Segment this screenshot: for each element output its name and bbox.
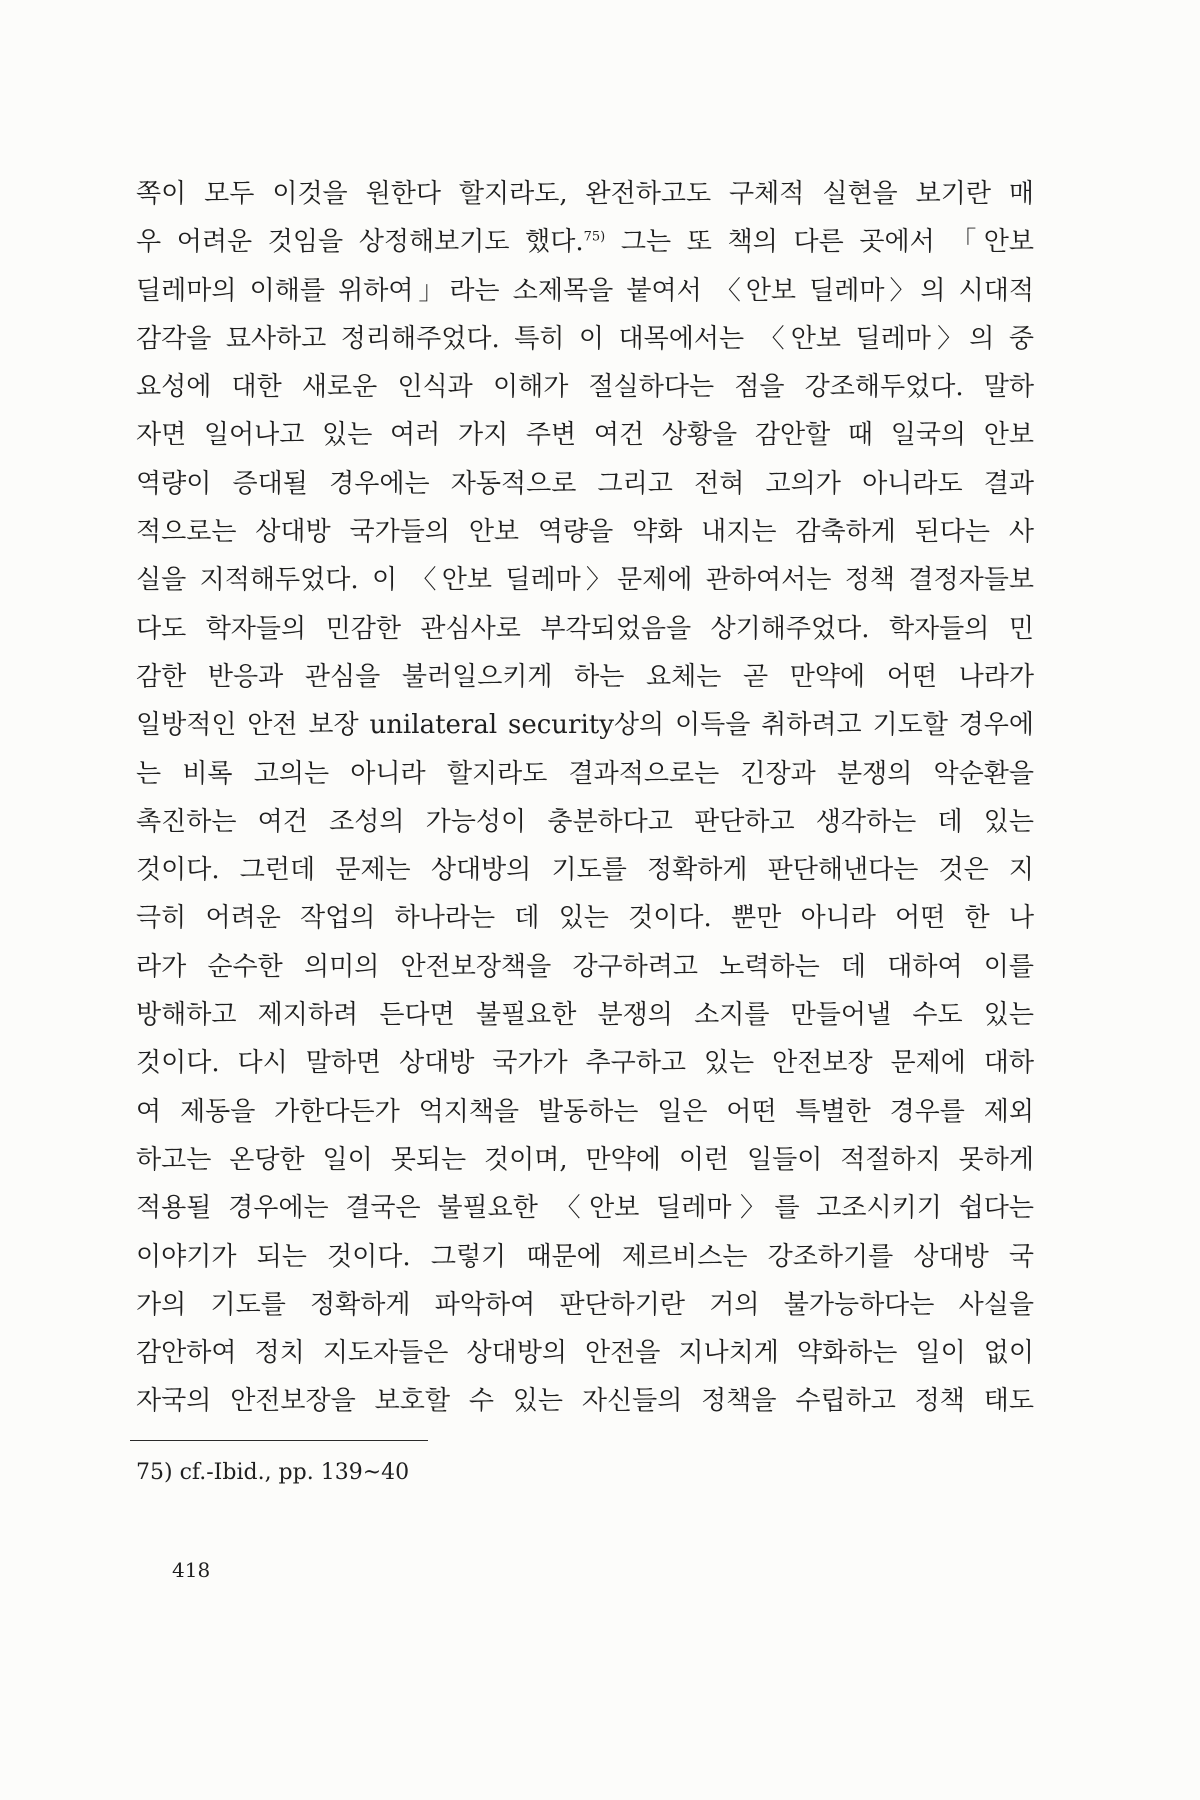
text-line: 감안하여 정치 지도자들은 상대방의 안전을 지나치게 약화하는 일이 없이 — [136, 1338, 1034, 1369]
text-line: 가의 기도를 정확하게 파악하여 판단하기란 거의 불가능하다는 사실을 — [136, 1289, 1034, 1320]
text-line: 이야기가 되는 것이다. 그렇기 때문에 제르비스는 강조하기를 상대방 국 — [136, 1241, 1034, 1272]
text-segment: 그는 또 책의 다른 곳에서 「안보 — [605, 227, 1034, 258]
text-line: 적으로는 상대방 국가들의 안보 역량을 약화 내지는 감축하게 된다는 사 — [136, 517, 1034, 548]
text-segment: 우 어려운 것임을 상정해보기도 했다. — [136, 227, 584, 258]
text-line: 여 제동을 가한다든가 억지책을 발동하는 일은 어떤 특별한 경우를 제외 — [136, 1096, 1034, 1127]
text-line: 실을 지적해두었다. 이 〈안보 딜레마〉문제에 관하여서는 정책 결정자들보 — [136, 565, 1034, 596]
text-line: 역량이 증대될 경우에는 자동적으로 그리고 전혀 고의가 아니라도 결과 — [136, 468, 1034, 499]
text-line: 자면 일어나고 있는 여러 가지 주변 여건 상황을 감안할 때 일국의 안보 — [136, 420, 1034, 451]
text-line: 일방적인 안전 보장 unilateral security상의 이득을 취하려고 기도할 경우에 — [136, 710, 1034, 741]
text-line: 는 비록 고의는 아니라 할지라도 결과적으로는 긴장과 분쟁의 악순환을 — [136, 758, 1034, 789]
text-line: 요성에 대한 새로운 인식과 이해가 절실하다는 점을 강조해두었다. 말하 — [136, 372, 1034, 403]
page-number: 418 — [172, 1558, 211, 1582]
footnote-number: 75) — [136, 1460, 173, 1485]
text-line: 극히 어려운 작업의 하나라는 데 있는 것이다. 뿐만 아니라 어떤 한 나 — [136, 903, 1034, 934]
text-line: 쪽이 모두 이것을 원한다 할지라도, 완전하고도 구체적 실현을 보기란 매 — [136, 179, 1034, 209]
footnote-reference: 75) — [583, 229, 606, 245]
text-line: 것이다. 다시 말하면 상대방 국가가 추구하고 있는 안전보장 문제에 대하 — [136, 1048, 1034, 1079]
text-line: 다도 학자들의 민감한 관심사로 부각되었음을 상기해주었다. 학자들의 민 — [136, 613, 1034, 644]
text-line: 감한 반응과 관심을 불러일으키게 하는 요체는 곧 만약에 어떤 나라가 — [136, 661, 1034, 692]
body-text — [136, 170, 1034, 1426]
text-line: 감각을 묘사하고 정리해주었다. 특히 이 대목에서는 〈안보 딜레마〉의 중 — [136, 323, 1034, 354]
text-line: 딜레마의 이해를 위하여」라는 소제목을 붙여서 〈안보 딜레마〉의 시대적 — [136, 275, 1034, 306]
footnote-divider — [130, 1440, 428, 1441]
text-line: 것이다. 그런데 문제는 상대방의 기도를 정확하게 판단해낸다는 것은 지 — [136, 855, 1034, 886]
footnote-text: cf.-Ibid., pp. 139~40 — [179, 1460, 410, 1485]
text-line: 하고는 온당한 일이 못되는 것이며, 만약에 이런 일들이 적절하지 못하게 — [136, 1144, 1034, 1175]
text-line: 적용될 경우에는 결국은 불필요한 〈안보 딜레마〉를 고조시키기 쉽다는 — [136, 1193, 1034, 1224]
text-line: 라가 순수한 의미의 안전보장책을 강구하려고 노력하는 데 대하여 이를 — [136, 951, 1034, 982]
text-line: 방해하고 제지하려 든다면 불필요한 분쟁의 소지를 만들어낼 수도 있는 — [136, 1000, 1034, 1031]
footnote — [136, 1458, 409, 1488]
text-line: 자국의 안전보장을 보호할 수 있는 자신들의 정책을 수립하고 정책 태도 — [136, 1386, 1034, 1417]
text-line: 촉진하는 여건 조성의 가능성이 충분하다고 판단하고 생각하는 데 있는 — [136, 806, 1034, 837]
text-line — [136, 218, 1034, 266]
